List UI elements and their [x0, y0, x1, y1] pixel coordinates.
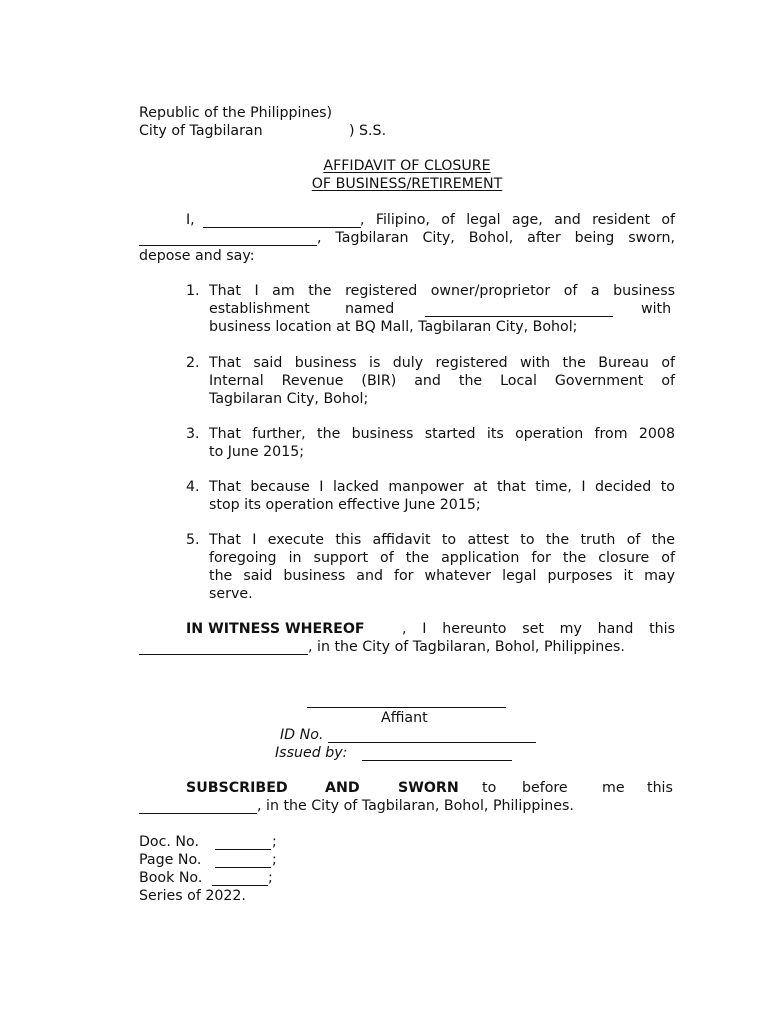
page-no-label: Page No.: [139, 852, 202, 868]
and-word: AND: [325, 780, 360, 796]
item-5-line-3: the said business and for whatever legal purposes it may: [209, 568, 675, 584]
title-line-1: AFFIDAVIT OF CLOSURE: [323, 158, 491, 174]
doc-no-semicolon: ;: [272, 834, 277, 850]
book-no-semicolon: ;: [268, 870, 273, 886]
item-4-number: 4.: [186, 479, 200, 495]
witness-line-2: , in the City of Tagbilaran, Bohol, Philippines.: [308, 639, 625, 655]
item-5-line-1: That I execute this affidavit to attest to the truth of the: [209, 532, 675, 548]
page-no-semicolon: ;: [272, 852, 277, 868]
doc-no-blank: [215, 848, 271, 850]
affiant-label: Affiant: [381, 710, 428, 726]
header-city: City of Tagbilaran: [139, 123, 263, 139]
affiant-signature-line: [307, 706, 506, 708]
sworn-word: SWORN: [398, 780, 459, 796]
item-1-with: with: [641, 301, 672, 317]
item-1-named: named: [345, 301, 395, 317]
issued-by-blank: [362, 759, 512, 761]
item-2-line-2: Internal Revenue (BIR) and the Local Government of: [209, 373, 675, 389]
business-name-blank: [425, 315, 613, 317]
item-3-number: 3.: [186, 426, 200, 442]
book-no-blank: [212, 884, 268, 886]
book-no-label: Book No.: [139, 870, 203, 886]
item-1-establishment: establishment: [209, 301, 310, 317]
item-2-line-1: That said business is duly registered with the Bureau of: [209, 355, 675, 371]
intro-line-1: , Filipino, of legal age, and resident of: [360, 212, 675, 228]
id-no-label: ID No.: [280, 727, 324, 743]
item-1-number: 1.: [186, 283, 200, 299]
affiant-name-blank: [203, 226, 361, 228]
header-ss: ) S.S.: [349, 123, 387, 139]
subscribed-date-blank: [139, 812, 257, 814]
item-5-line-2: foregoing in support of the application for the closure of: [209, 550, 675, 566]
item-4-line-1: That because I lacked manpower at that time, I decided to: [209, 479, 675, 495]
item-1-line-3: business location at BQ Mall, Tagbilaran City, Bohol;: [209, 319, 578, 335]
page-no-blank: [215, 866, 271, 868]
item-2-number: 2.: [186, 355, 200, 371]
intro-line-2: , Tagbilaran City, Bohol, after being sworn,: [317, 230, 675, 246]
subscribed-line-2: , in the City of Tagbilaran, Bohol, Philippines.: [257, 798, 574, 814]
this-word: this: [647, 780, 673, 796]
residence-blank: [139, 244, 317, 246]
witness-date-blank: [139, 653, 308, 655]
me-word: me: [602, 780, 625, 796]
doc-no-label: Doc. No.: [139, 834, 199, 850]
item-3-line-1: That further, the business started its operation from 2008: [209, 426, 675, 442]
title-line-2: OF BUSINESS/RETIREMENT: [311, 176, 503, 192]
witness-bold: IN WITNESS WHEREOF: [186, 621, 365, 637]
series-label: Series of 2022.: [139, 888, 246, 904]
witness-line-1: , I hereunto set my hand this: [402, 621, 675, 637]
subscribed-word: SUBSCRIBED: [186, 780, 288, 796]
intro-line-3: depose and say:: [139, 248, 255, 264]
to-word: to: [482, 780, 497, 796]
id-no-blank: [328, 741, 536, 743]
issued-by-label: Issued by:: [275, 745, 348, 761]
before-word: before: [522, 780, 568, 796]
item-1-line-1: That I am the registered owner/proprietor of a business: [209, 283, 675, 299]
item-3-line-2: to June 2015;: [209, 444, 305, 460]
intro-i: I,: [186, 212, 195, 228]
header-republic: Republic of the Philippines): [139, 105, 333, 121]
item-5-line-4: serve.: [209, 586, 253, 602]
item-5-number: 5.: [186, 532, 200, 548]
item-2-line-3: Tagbilaran City, Bohol;: [209, 391, 369, 407]
item-4-line-2: stop its operation effective June 2015;: [209, 497, 481, 513]
